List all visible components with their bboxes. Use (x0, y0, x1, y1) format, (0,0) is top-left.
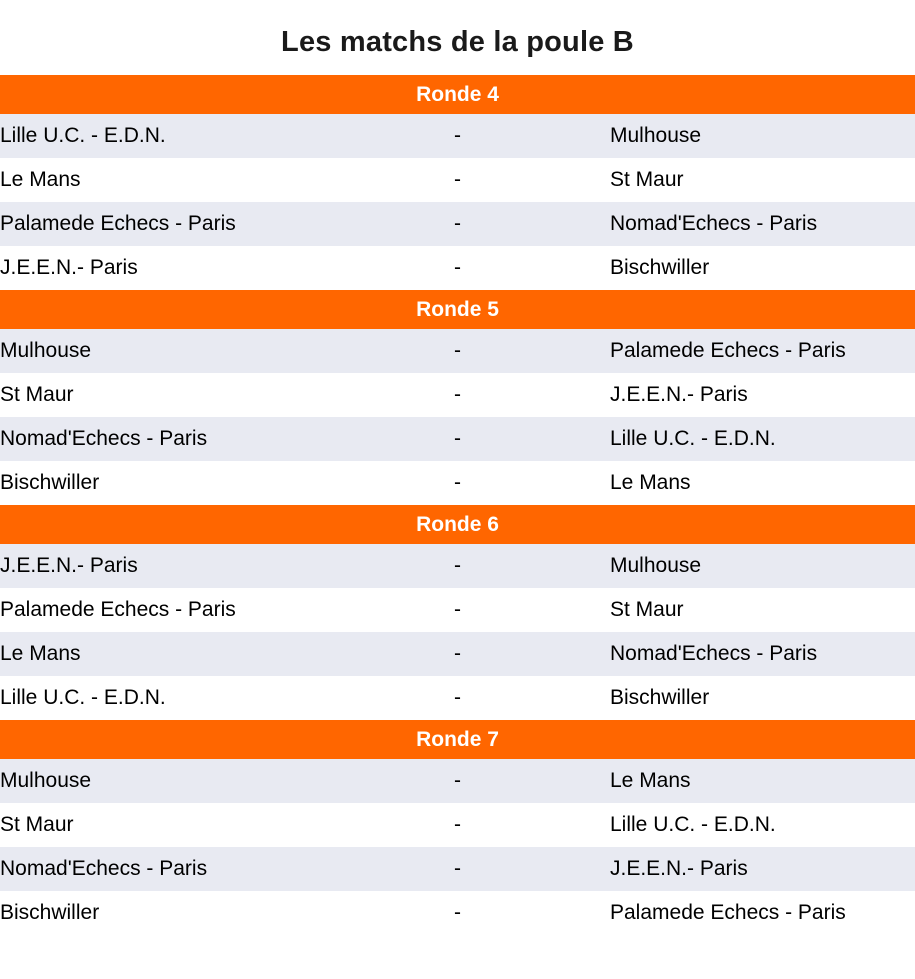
away-team: Nomad'Echecs - Paris (610, 632, 915, 676)
home-team: Bischwiller (0, 461, 305, 505)
table-row (0, 676, 915, 720)
table-row (0, 246, 915, 290)
round-title: Ronde 4 (0, 75, 915, 114)
away-team: Le Mans (610, 461, 915, 505)
table-row (0, 158, 915, 202)
versus-separator: - (305, 114, 610, 158)
versus-separator: - (305, 803, 610, 847)
table-row (0, 759, 915, 803)
home-team: St Maur (0, 803, 305, 847)
home-team: J.E.E.N.- Paris (0, 246, 305, 290)
schedule-table (0, 75, 915, 935)
home-team: Palamede Echecs - Paris (0, 202, 305, 246)
home-team: Mulhouse (0, 759, 305, 803)
home-team: Nomad'Echecs - Paris (0, 847, 305, 891)
home-team: Le Mans (0, 158, 305, 202)
versus-separator: - (305, 676, 610, 720)
home-team: J.E.E.N.- Paris (0, 544, 305, 588)
versus-separator: - (305, 329, 610, 373)
home-team: Palamede Echecs - Paris (0, 588, 305, 632)
table-row (0, 461, 915, 505)
versus-separator: - (305, 544, 610, 588)
away-team: J.E.E.N.- Paris (610, 847, 915, 891)
away-team: Mulhouse (610, 114, 915, 158)
table-row (0, 417, 915, 461)
round-title: Ronde 6 (0, 505, 915, 544)
away-team: Bischwiller (610, 676, 915, 720)
table-row (0, 847, 915, 891)
table-row (0, 803, 915, 847)
home-team: St Maur (0, 373, 305, 417)
away-team: St Maur (610, 588, 915, 632)
away-team: Mulhouse (610, 544, 915, 588)
table-row (0, 632, 915, 676)
versus-separator: - (305, 759, 610, 803)
table-row (0, 202, 915, 246)
round-header-row (0, 75, 915, 114)
versus-separator: - (305, 202, 610, 246)
versus-separator: - (305, 417, 610, 461)
away-team: Le Mans (610, 759, 915, 803)
away-team: Bischwiller (610, 246, 915, 290)
away-team: St Maur (610, 158, 915, 202)
home-team: Lille U.C. - E.D.N. (0, 676, 305, 720)
round-header-row (0, 720, 915, 759)
away-team: J.E.E.N.- Paris (610, 373, 915, 417)
home-team: Nomad'Echecs - Paris (0, 417, 305, 461)
table-row (0, 373, 915, 417)
home-team: Mulhouse (0, 329, 305, 373)
table-row (0, 891, 915, 935)
round-title: Ronde 5 (0, 290, 915, 329)
table-row (0, 588, 915, 632)
home-team: Bischwiller (0, 891, 305, 935)
away-team: Nomad'Echecs - Paris (610, 202, 915, 246)
round-header-row (0, 290, 915, 329)
page-title: Les matchs de la poule B (281, 26, 634, 58)
versus-separator: - (305, 158, 610, 202)
table-row (0, 329, 915, 373)
versus-separator: - (305, 632, 610, 676)
versus-separator: - (305, 588, 610, 632)
home-team: Le Mans (0, 632, 305, 676)
away-team: Lille U.C. - E.D.N. (610, 803, 915, 847)
home-team: Lille U.C. - E.D.N. (0, 114, 305, 158)
table-row (0, 114, 915, 158)
away-team: Palamede Echecs - Paris (610, 329, 915, 373)
versus-separator: - (305, 373, 610, 417)
round-header-row (0, 505, 915, 544)
versus-separator: - (305, 246, 610, 290)
away-team: Palamede Echecs - Paris (610, 891, 915, 935)
round-title: Ronde 7 (0, 720, 915, 759)
away-team: Lille U.C. - E.D.N. (610, 417, 915, 461)
versus-separator: - (305, 847, 610, 891)
versus-separator: - (305, 891, 610, 935)
table-row (0, 544, 915, 588)
versus-separator: - (305, 461, 610, 505)
